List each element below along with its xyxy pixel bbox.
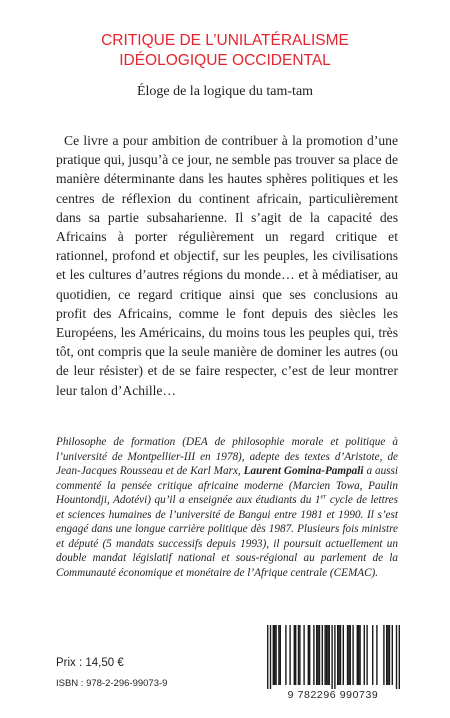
book-title-line-1: CRITIQUE DE L’UNILATÉRALISME [101, 32, 349, 49]
author-bio-paragraph [56, 435, 398, 580]
barcode-bar [386, 625, 387, 685]
price-label: Prix : 14,50 € [56, 657, 124, 669]
book-subtitle: Éloge de la logique du tam-tam [136, 84, 314, 99]
barcode-bar [299, 625, 300, 685]
barcode-bar [387, 625, 388, 685]
barcode-bar [289, 625, 290, 685]
barcode-bar [273, 625, 274, 685]
barcode-bar [285, 625, 286, 685]
barcode-bar [322, 625, 323, 685]
barcode-bar [340, 625, 341, 685]
barcode-bars-icon [257, 623, 409, 689]
author-bio-part-1: Philosophe de formation (DEA de philosophie morale et politique à l’université de Montpellier-III en 1978), adepte des textes d’Aristote, de Jean-Jacques Rousseau et de Karl Marx, [56, 436, 398, 477]
barcode-bar [383, 625, 384, 685]
barcode-bar [359, 625, 360, 685]
author-bio-part-2: a aussi commenté la pensée critique africaine moderne (Marcien Towa, Paulin Hountondji, Adotévi) qu’il a enseignée aux étudiants du 1 [56, 465, 398, 506]
barcode-bar [389, 625, 390, 685]
barcode [257, 623, 409, 705]
barcode-bar [350, 625, 351, 685]
barcode-bar [337, 625, 338, 685]
barcode-bar [303, 625, 304, 685]
barcode-bar [399, 625, 400, 689]
barcode-bar [366, 625, 367, 685]
barcode-bar [329, 625, 330, 685]
barcode-bar [338, 625, 339, 685]
barcode-bar [313, 625, 314, 685]
barcode-bar [372, 625, 373, 685]
barcode-bar [358, 625, 359, 685]
barcode-bar [319, 625, 320, 685]
barcode-bar [327, 625, 328, 685]
barcode-bar [376, 625, 377, 685]
barcode-bar [317, 625, 318, 685]
book-title-line-2: IDÉOLOGIQUE OCCIDENTAL [119, 52, 331, 69]
barcode-digits: 9 782296 990739 [287, 689, 379, 701]
barcode-bar [326, 625, 327, 685]
barcode-bar [298, 625, 299, 685]
barcode-bar [364, 625, 365, 685]
author-name: Laurent Gomina-Pampali [243, 465, 364, 477]
barcode-bar [267, 625, 268, 689]
barcode-bar [392, 625, 393, 685]
barcode-bar [294, 625, 295, 685]
barcode-bar [270, 625, 271, 689]
barcode-bar [278, 625, 279, 685]
barcode-bar [309, 625, 310, 685]
barcode-bar [357, 625, 358, 685]
author-bio-part-3: cycle de lettres et sciences humaines de l’université de Bangui entre 1981 et 1990. Il s’est engagé dans une longue carrière politique dès 1987. Plusieurs fois ministre et député (5 mandats successifs depuis 1993), il poursuit actuellement un double mandat législatif national et sous-régional au parlement de la Communauté économique et monétaire de l’Afrique centrale (CEMAC). [56, 494, 398, 579]
barcode-bar [348, 625, 349, 685]
barcode-bar [352, 625, 353, 685]
barcode-bar [274, 625, 275, 685]
barcode-bar [334, 625, 335, 689]
isbn-label: ISBN : 978-2-296-99073-9 [56, 678, 168, 689]
barcode-bar [331, 625, 332, 689]
barcode-bar [396, 625, 397, 689]
barcode-bar [347, 625, 348, 685]
barcode-bar [324, 625, 325, 685]
ordinal-superscript: er [320, 492, 327, 501]
barcode-bar [343, 625, 344, 685]
barcode-bar [316, 625, 317, 685]
blurb-paragraph: Ce livre a pour ambition de contribuer à la promotion d’une pratique qui, jusqu’à ce jour, ne semble pas trouver sa place de manière déterminante dans les hautes sphères politiques et les centres de réflexion du continent africain, particulièrement dans sa partie subsaharienne. Il s’agit de la capacité des Africains à porter régulièrement un regard critique et rationnel, profond et objectif, sur les peuples, les civilisations et les cultures d’autres régions du monde… et à médiatiser, au quotidien, ce regard critique ainsi que ses conclusions au profit des Africains, comme le font depuis des siècles les Européens, les Américains, du moins tous les peuples qui, très tôt, ont compris que la seule manière de dominer les autres (ou de leur résister) et de se faire respecter, c’est de leur montrer leur talon d’Achille… [56, 133, 398, 398]
barcode-bar [280, 625, 281, 685]
barcode-bar [275, 625, 276, 685]
barcode-bar [295, 625, 296, 685]
barcode-bar [308, 625, 309, 685]
